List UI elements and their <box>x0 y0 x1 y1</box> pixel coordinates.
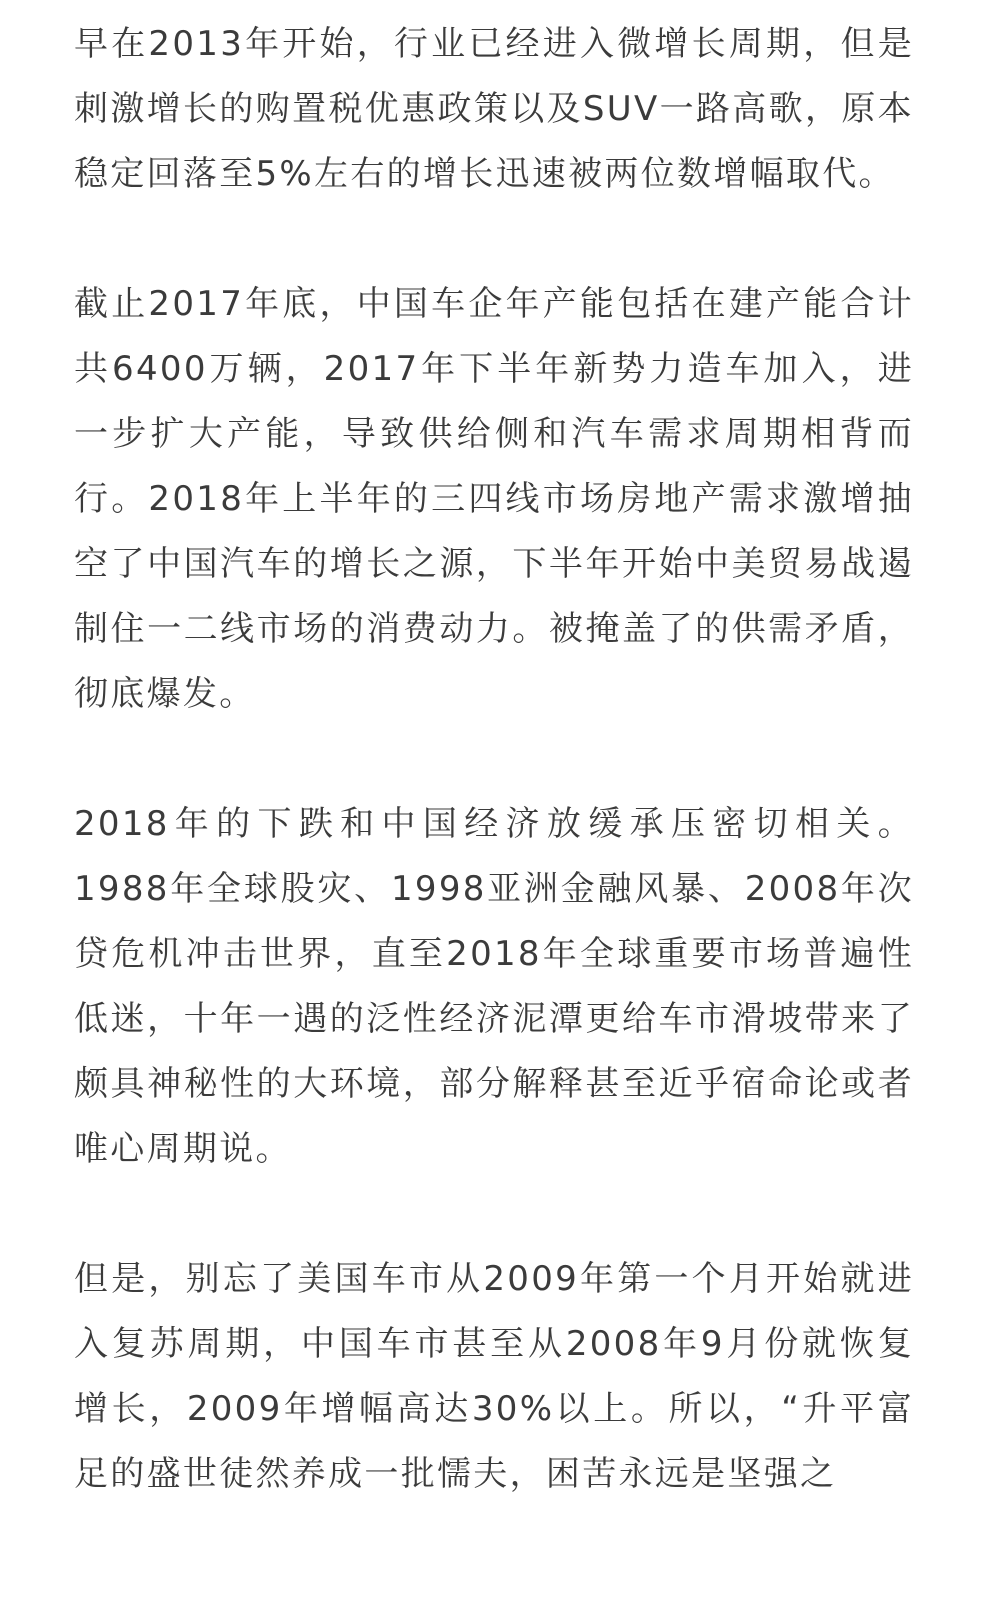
paragraph-3: 2018年的下跌和中国经济放缓承压密切相关。1988年全球股灾、1998亚洲金融风暴、2008年次贷危机冲击世界，直至2018年全球重要市场普遍性低迷，十年一遇的泛性经济泥潭更给车市滑坡带来了颇具神秘性的大环境，部分解释甚至近乎宿命论或者唯心周期说。 <box>74 804 914 1169</box>
paragraph-1: 早在2013年开始，行业已经进入微增长周期，但是刺激增长的购置税优惠政策以及SUV一路高歌，原本稳定回落至5%左右的增长迅速被两位数增幅取代。 <box>74 24 914 194</box>
article-body <box>74 12 914 1507</box>
paragraph-2: 截止2017年底，中国车企年产能包括在建产能合计共6400万辆，2017年下半年新势力造车加入，进一步扩大产能，导致供给侧和汽车需求周期相背而行。2018年上半年的三四线市场房地产需求激增抽空了中国汽车的增长之源，下半年开始中美贸易战遏制住一二线市场的消费动力。被掩盖了的供需矛盾，彻底爆发。 <box>74 284 914 714</box>
paragraph-4: 但是，别忘了美国车市从2009年第一个月开始就进入复苏周期，中国车市甚至从2008年9月份就恢复增长，2009年增幅高达30%以上。所以，“升平富足的盛世徒然养成一批懦夫，困苦永远是坚强之 <box>74 1259 914 1494</box>
